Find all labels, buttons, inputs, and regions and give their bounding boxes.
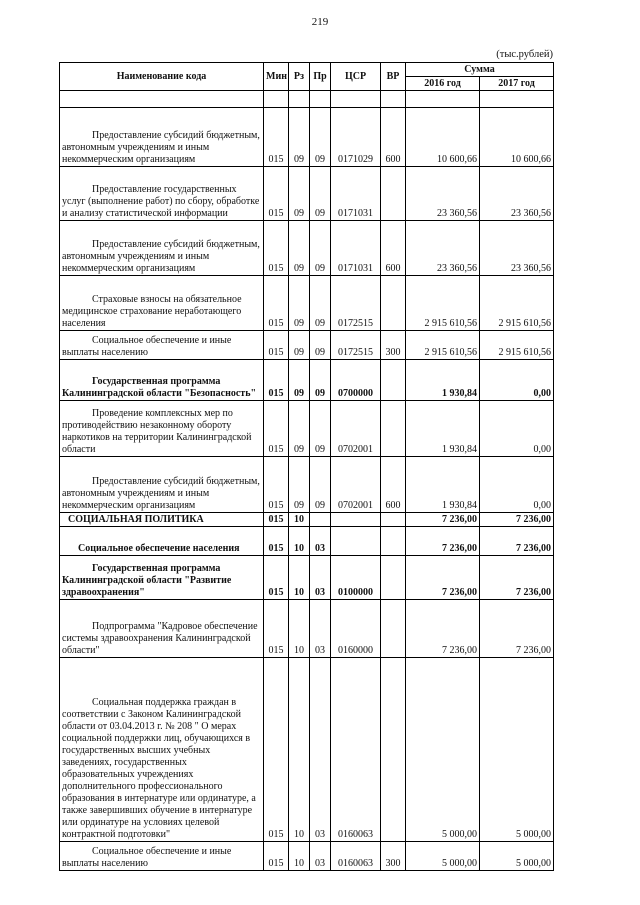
header-rz: Рз — [289, 63, 310, 91]
table-row — [60, 108, 554, 167]
row-csr: 0160063 — [331, 658, 381, 842]
row-csr: 0172515 — [331, 331, 381, 360]
header-vr: ВР — [381, 63, 406, 91]
row-rz: 09 — [289, 167, 310, 221]
row-2017: 0,00 — [480, 401, 554, 457]
row-rz: 10 — [289, 513, 310, 527]
table-row — [60, 401, 554, 457]
row-rz: 10 — [289, 556, 310, 600]
row-name: Подпрограмма "Кадровое обеспечение системы здравоохранения Калининградской области" — [60, 600, 264, 658]
row-2016: 7 236,00 — [406, 513, 480, 527]
row-pr: 09 — [310, 457, 331, 513]
row-rz: 09 — [289, 331, 310, 360]
table-row — [60, 556, 554, 600]
row-csr: 0160063 — [331, 842, 381, 871]
table-row — [60, 600, 554, 658]
blank-row — [60, 91, 554, 108]
row-2017: 7 236,00 — [480, 513, 554, 527]
header-name: Наименование кода — [60, 63, 264, 91]
row-pr: 09 — [310, 108, 331, 167]
row-2017: 2 915 610,56 — [480, 276, 554, 331]
row-min: 015 — [264, 600, 289, 658]
row-2017: 5 000,00 — [480, 658, 554, 842]
row-min: 015 — [264, 842, 289, 871]
row-min: 015 — [264, 556, 289, 600]
row-pr: 03 — [310, 527, 331, 556]
table-row — [60, 167, 554, 221]
row-csr — [331, 527, 381, 556]
row-2016: 7 236,00 — [406, 556, 480, 600]
row-name: Социальная поддержка граждан в соответствии с Законом Калининградской области от 03.04.2013 г. № 208 " О мерах социальной поддержки лиц, обучающихся в государственных высших учебных заведениях, государственных образовательных учреждениях дополнительного профессионального образования в интернатуре или ординатуре, а также завершивших обучение в интернатуре или ординатуре на условиях целевой контрактной подготовки" — [60, 658, 264, 842]
row-vr — [381, 658, 406, 842]
header-2016: 2016 год — [406, 77, 480, 91]
table-row — [60, 658, 554, 842]
row-2017: 2 915 610,56 — [480, 331, 554, 360]
row-name: Проведение комплексных мер по противодействию незаконному обороту наркотиков на территории Калининградской области — [60, 401, 264, 457]
row-vr — [381, 401, 406, 457]
row-pr: 03 — [310, 600, 331, 658]
row-2017: 0,00 — [480, 360, 554, 401]
row-name: Предоставление субсидий бюджетным, автономным учреждениям и иным некоммерческим организациям — [60, 457, 264, 513]
row-2017: 23 360,56 — [480, 167, 554, 221]
row-name: Предоставление государственных услуг (выполнение работ) по сбору, обработке и анализу статистической информации — [60, 167, 264, 221]
row-vr: 300 — [381, 331, 406, 360]
page-number: 219 — [311, 16, 329, 28]
row-name: Предоставление субсидий бюджетным, автономным учреждениям и иным некоммерческим организациям — [60, 221, 264, 276]
row-rz: 10 — [289, 600, 310, 658]
row-name: СОЦИАЛЬНАЯ ПОЛИТИКА — [60, 513, 264, 527]
header-min: Мин — [264, 63, 289, 91]
row-name: Социальное обеспечение и иные выплаты населению — [60, 331, 264, 360]
row-min: 015 — [264, 527, 289, 556]
row-2016: 1 930,84 — [406, 401, 480, 457]
row-name: Страховые взносы на обязательное медицинское страхование неработающего населения — [60, 276, 264, 331]
table-row — [60, 331, 554, 360]
row-min: 015 — [264, 221, 289, 276]
budget-table — [59, 62, 554, 871]
row-min: 015 — [264, 457, 289, 513]
row-min: 015 — [264, 108, 289, 167]
row-min: 015 — [264, 360, 289, 401]
row-csr: 0171031 — [331, 221, 381, 276]
row-rz: 10 — [289, 658, 310, 842]
row-min: 015 — [264, 513, 289, 527]
row-2017: 7 236,00 — [480, 556, 554, 600]
row-min: 015 — [264, 331, 289, 360]
row-pr: 09 — [310, 401, 331, 457]
row-rz: 10 — [289, 842, 310, 871]
table-row — [60, 513, 554, 527]
row-vr — [381, 600, 406, 658]
row-rz: 09 — [289, 401, 310, 457]
row-2016: 7 236,00 — [406, 527, 480, 556]
row-pr: 09 — [310, 360, 331, 401]
table-row — [60, 360, 554, 401]
row-csr: 0100000 — [331, 556, 381, 600]
row-2017: 23 360,56 — [480, 221, 554, 276]
row-vr — [381, 276, 406, 331]
table-row — [60, 221, 554, 276]
row-pr: 09 — [310, 276, 331, 331]
row-pr: 03 — [310, 658, 331, 842]
row-vr — [381, 513, 406, 527]
row-2017: 5 000,00 — [480, 842, 554, 871]
header-pr: Пр — [310, 63, 331, 91]
row-csr: 0171031 — [331, 167, 381, 221]
row-csr — [331, 513, 381, 527]
row-2016: 23 360,56 — [406, 167, 480, 221]
row-pr: 09 — [310, 221, 331, 276]
row-csr: 0172515 — [331, 276, 381, 331]
row-2017: 0,00 — [480, 457, 554, 513]
row-vr — [381, 167, 406, 221]
row-vr: 300 — [381, 842, 406, 871]
row-pr: 03 — [310, 842, 331, 871]
row-rz: 09 — [289, 276, 310, 331]
row-name: Социальное обеспечение населения — [60, 527, 264, 556]
row-2017: 7 236,00 — [480, 600, 554, 658]
table-row — [60, 276, 554, 331]
unit-note: (тыс.рублей) — [496, 49, 553, 60]
row-2016: 1 930,84 — [406, 457, 480, 513]
row-vr: 600 — [381, 457, 406, 513]
row-rz: 09 — [289, 360, 310, 401]
row-2016: 5 000,00 — [406, 658, 480, 842]
row-name: Предоставление субсидий бюджетным, автономным учреждениям и иным некоммерческим организациям — [60, 108, 264, 167]
row-pr — [310, 513, 331, 527]
row-2016: 2 915 610,56 — [406, 276, 480, 331]
row-csr: 0702001 — [331, 457, 381, 513]
row-name: Государственная программа Калининградской области "Безопасность" — [60, 360, 264, 401]
row-rz: 09 — [289, 108, 310, 167]
table-row — [60, 457, 554, 513]
row-2016: 10 600,66 — [406, 108, 480, 167]
row-vr — [381, 527, 406, 556]
row-pr: 03 — [310, 556, 331, 600]
row-2016: 5 000,00 — [406, 842, 480, 871]
header-2017: 2017 год — [480, 77, 554, 91]
row-2016: 2 915 610,56 — [406, 331, 480, 360]
row-vr — [381, 556, 406, 600]
row-2016: 7 236,00 — [406, 600, 480, 658]
table-row — [60, 842, 554, 871]
row-rz: 10 — [289, 527, 310, 556]
row-2016: 1 930,84 — [406, 360, 480, 401]
row-2016: 23 360,56 — [406, 221, 480, 276]
row-pr: 09 — [310, 331, 331, 360]
table-row — [60, 527, 554, 556]
row-min: 015 — [264, 658, 289, 842]
row-rz: 09 — [289, 457, 310, 513]
row-vr: 600 — [381, 108, 406, 167]
row-min: 015 — [264, 276, 289, 331]
row-csr: 0160000 — [331, 600, 381, 658]
row-pr: 09 — [310, 167, 331, 221]
row-min: 015 — [264, 167, 289, 221]
row-csr: 0700000 — [331, 360, 381, 401]
header-sum: Сумма — [406, 63, 554, 77]
row-vr — [381, 360, 406, 401]
row-csr: 0171029 — [331, 108, 381, 167]
row-vr: 600 — [381, 221, 406, 276]
row-name: Государственная программа Калининградской области "Развитие здравоохранения" — [60, 556, 264, 600]
row-csr: 0702001 — [331, 401, 381, 457]
row-2017: 10 600,66 — [480, 108, 554, 167]
row-2017: 7 236,00 — [480, 527, 554, 556]
row-name: Социальное обеспечение и иные выплаты населению — [60, 842, 264, 871]
header-csr: ЦСР — [331, 63, 381, 91]
row-rz: 09 — [289, 221, 310, 276]
row-min: 015 — [264, 401, 289, 457]
